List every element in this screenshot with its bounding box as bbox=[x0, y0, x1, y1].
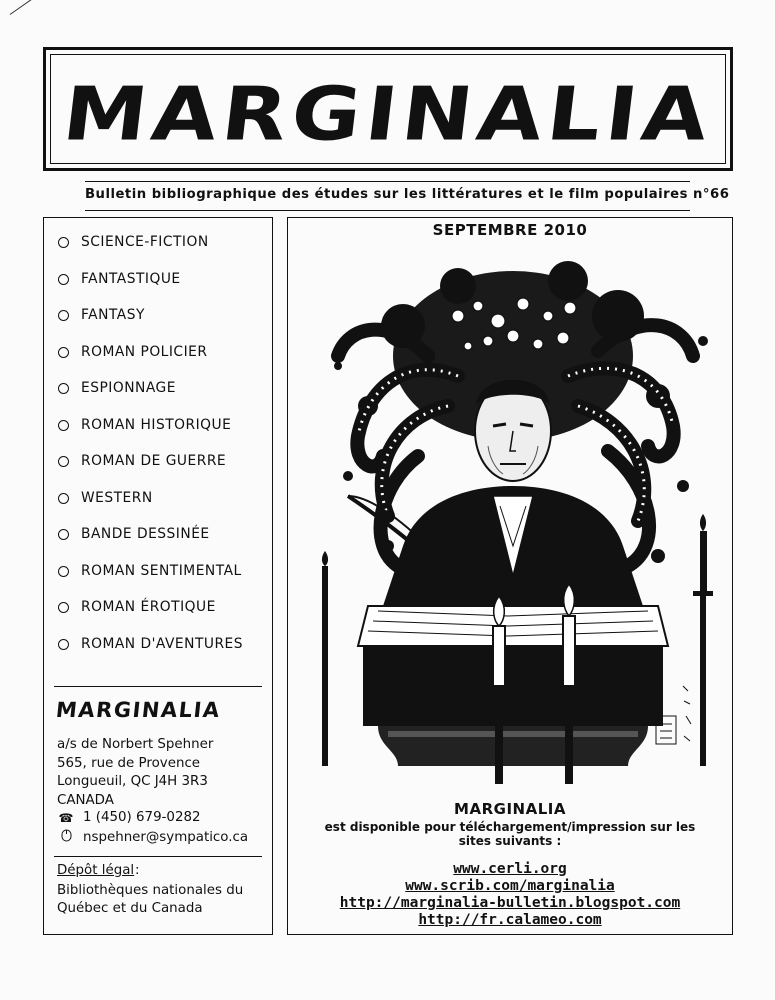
mouse-icon bbox=[57, 829, 75, 845]
left-sidebar bbox=[43, 217, 273, 935]
email-row bbox=[57, 829, 248, 845]
genre-label: ROMAN DE GUERRE bbox=[81, 453, 227, 469]
genre-item bbox=[58, 526, 243, 563]
genre-label: ESPIONNAGE bbox=[81, 380, 176, 396]
circle-bullet-icon bbox=[58, 639, 69, 650]
publication-name: MARGINALIA bbox=[54, 698, 222, 722]
subtitle: Bulletin bibliographique des études sur les littératures et le film populaires n°66 bbox=[85, 187, 730, 202]
circle-bullet-icon bbox=[58, 310, 69, 321]
genre-item bbox=[58, 636, 243, 673]
address-line: 565, rue de Provence bbox=[57, 755, 201, 771]
download-links bbox=[288, 861, 732, 929]
circle-bullet-icon bbox=[58, 383, 69, 394]
genre-item bbox=[58, 490, 243, 527]
genre-item bbox=[58, 453, 243, 490]
cover-illustration bbox=[308, 246, 718, 794]
circle-bullet-icon bbox=[58, 493, 69, 504]
masthead-title: MARGINALIA bbox=[58, 70, 718, 158]
genre-label: FANTASTIQUE bbox=[81, 270, 181, 287]
circle-bullet-icon bbox=[58, 602, 69, 613]
genre-label: ROMAN SENTIMENTAL bbox=[81, 562, 242, 579]
genre-label: ROMAN HISTORIQUE bbox=[81, 416, 232, 433]
divider bbox=[54, 856, 262, 857]
postal-address bbox=[57, 736, 213, 810]
circle-bullet-icon bbox=[58, 529, 69, 540]
circle-bullet-icon bbox=[58, 237, 69, 248]
issue-date: SEPTEMBRE 2010 bbox=[432, 221, 588, 239]
genre-label: SCIENCE-FICTION bbox=[81, 234, 209, 250]
genre-item bbox=[58, 271, 243, 308]
subtitle-bar bbox=[85, 181, 730, 211]
genre-item bbox=[58, 380, 243, 417]
address-line: Longueuil, QC J4H 3R3 bbox=[57, 774, 208, 789]
depot-legal-text: Bibliothèques nationales du Québec et du Canada bbox=[57, 883, 244, 916]
genre-label: ROMAN ÉROTIQUE bbox=[81, 599, 216, 615]
masthead-inner-frame bbox=[50, 54, 726, 164]
masthead bbox=[43, 47, 733, 171]
link-cerli[interactable]: www.cerli.org bbox=[453, 861, 567, 877]
genre-label: ROMAN D'AVENTURES bbox=[81, 635, 244, 652]
genre-label: ROMAN POLICIER bbox=[81, 343, 208, 360]
genre-item bbox=[58, 417, 243, 454]
genre-list bbox=[58, 234, 243, 672]
genre-label: FANTASY bbox=[81, 307, 145, 323]
phone-row bbox=[57, 810, 201, 825]
circle-bullet-icon bbox=[58, 274, 69, 285]
availability-title: MARGINALIA bbox=[454, 800, 566, 818]
circle-bullet-icon bbox=[58, 420, 69, 431]
email-address: nspehner@sympatico.ca bbox=[83, 829, 249, 845]
circle-bullet-icon bbox=[58, 347, 69, 358]
genre-label: BANDE DESSINÉE bbox=[81, 526, 210, 542]
genre-item bbox=[58, 234, 243, 271]
address-line: a/s de Norbert Spehner bbox=[57, 737, 214, 752]
genre-item bbox=[58, 599, 243, 636]
link-scribd[interactable]: www.scrib.com/marginalia bbox=[405, 878, 615, 894]
link-calameo[interactable]: http://fr.calameo.com bbox=[418, 912, 602, 928]
circle-bullet-icon bbox=[58, 566, 69, 577]
availability-text: est disponible pour téléchargement/impression sur les sites suivants : bbox=[324, 820, 696, 848]
phone-number: 1 (450) 679-0282 bbox=[83, 810, 201, 825]
genre-item bbox=[58, 307, 243, 344]
circle-bullet-icon bbox=[58, 456, 69, 467]
address-line: CANADA bbox=[57, 792, 114, 808]
depot-label-text: Dépôt légal bbox=[57, 863, 135, 878]
cover-panel bbox=[287, 217, 733, 935]
genre-item bbox=[58, 344, 243, 381]
depot-legal-label bbox=[57, 863, 134, 878]
depot-colon: : bbox=[135, 863, 140, 878]
telephone-icon: ☎ bbox=[58, 810, 74, 825]
corner-mark bbox=[10, 0, 42, 15]
genre-item bbox=[58, 563, 243, 600]
genre-label: WESTERN bbox=[81, 489, 153, 506]
link-blogspot[interactable]: http://marginalia-bulletin.blogspot.com bbox=[339, 895, 681, 911]
divider bbox=[54, 686, 262, 687]
